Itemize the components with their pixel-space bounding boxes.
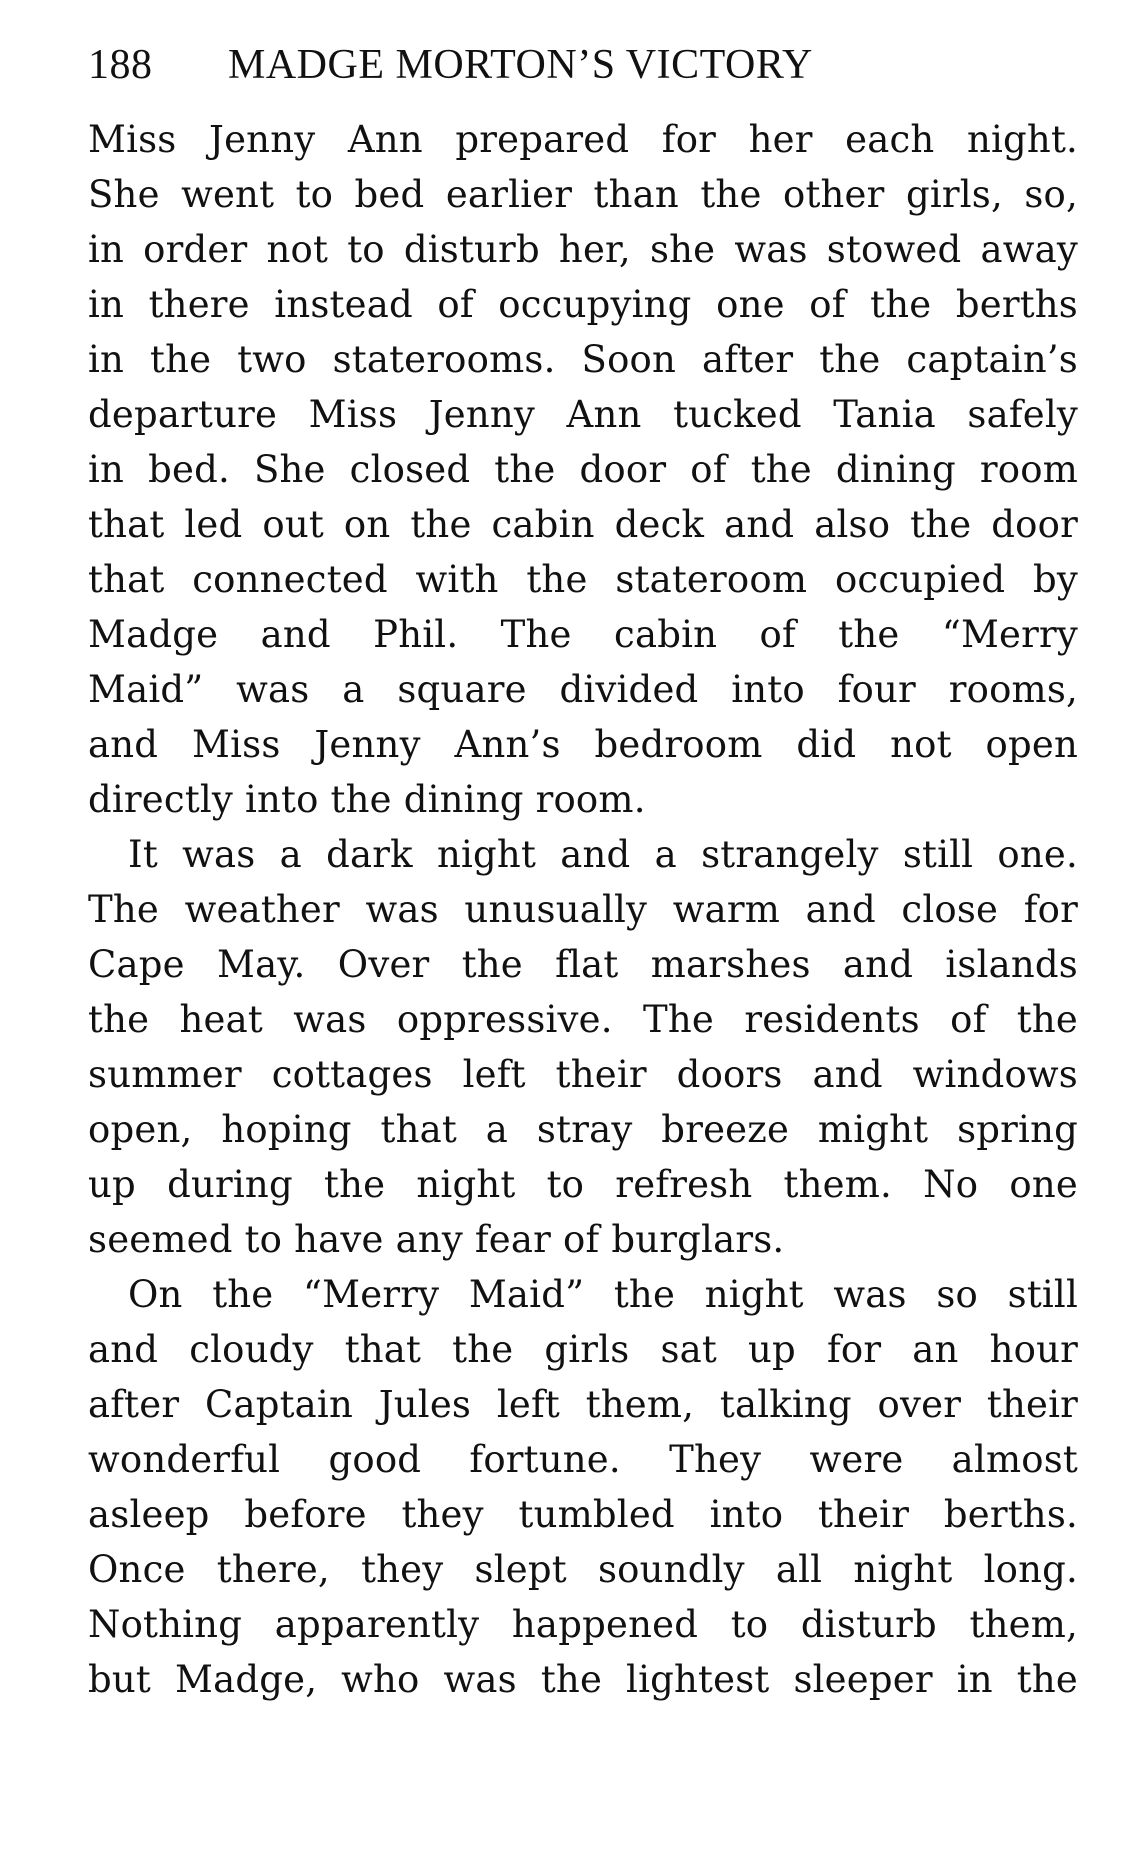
- text-line: Miss Jenny Ann prepared for her each night.: [88, 118, 1078, 161]
- text-line: that connected with the stateroom occupied by: [88, 558, 1078, 601]
- text-line: On the “Merry Maid” the night was so still: [128, 1273, 1078, 1316]
- text-line: in there instead of occupying one of the berths: [88, 283, 1078, 326]
- text-line: in bed. She closed the door of the dining room: [88, 448, 1078, 491]
- text-line: summer cottages left their doors and windows: [88, 1053, 1078, 1096]
- text-line: and Miss Jenny Ann’s bedroom did not open: [88, 723, 1078, 766]
- text-line: seemed to have any fear of burglars.: [88, 1218, 785, 1261]
- text-line: She went to bed earlier than the other girls, so,: [88, 173, 1078, 216]
- text-line: up during the night to refresh them. No one: [88, 1163, 1078, 1206]
- text-line: open, hoping that a stray breeze might spring: [88, 1108, 1078, 1151]
- text-line: It was a dark night and a strangely still one.: [128, 833, 1078, 876]
- book-title: MADGE MORTON’S VICTORY: [228, 42, 813, 88]
- running-head: [88, 36, 1078, 112]
- text-line: departure Miss Jenny Ann tucked Tania safely: [88, 393, 1078, 436]
- book-page: [88, 36, 1078, 1707]
- text-line: after Captain Jules left them, talking over their: [88, 1383, 1078, 1426]
- text-line: Maid” was a square divided into four rooms,: [88, 668, 1078, 711]
- text-line: Once there, they slept soundly all night long.: [88, 1548, 1078, 1591]
- page-number: 188: [88, 42, 153, 88]
- text-line: but Madge, who was the lightest sleeper in the: [88, 1658, 1078, 1701]
- text-line: in the two staterooms. Soon after the captain’s: [88, 338, 1078, 381]
- text-line: Cape May. Over the flat marshes and islands: [88, 943, 1078, 986]
- text-line: wonderful good fortune. They were almost: [88, 1438, 1078, 1481]
- text-body: [88, 112, 1078, 1707]
- text-line: The weather was unusually warm and close for: [88, 888, 1078, 931]
- text-line: the heat was oppressive. The residents of the: [88, 998, 1078, 1041]
- text-line: Nothing apparently happened to disturb them,: [88, 1603, 1078, 1646]
- text-line: asleep before they tumbled into their berths.: [88, 1493, 1078, 1536]
- text-line: in order not to disturb her, she was stowed away: [88, 228, 1078, 271]
- text-line: Madge and Phil. The cabin of the “Merry: [88, 613, 1078, 656]
- text-line: that led out on the cabin deck and also the door: [88, 503, 1078, 546]
- text-line: and cloudy that the girls sat up for an hour: [88, 1328, 1078, 1371]
- text-line: directly into the dining room.: [88, 778, 646, 821]
